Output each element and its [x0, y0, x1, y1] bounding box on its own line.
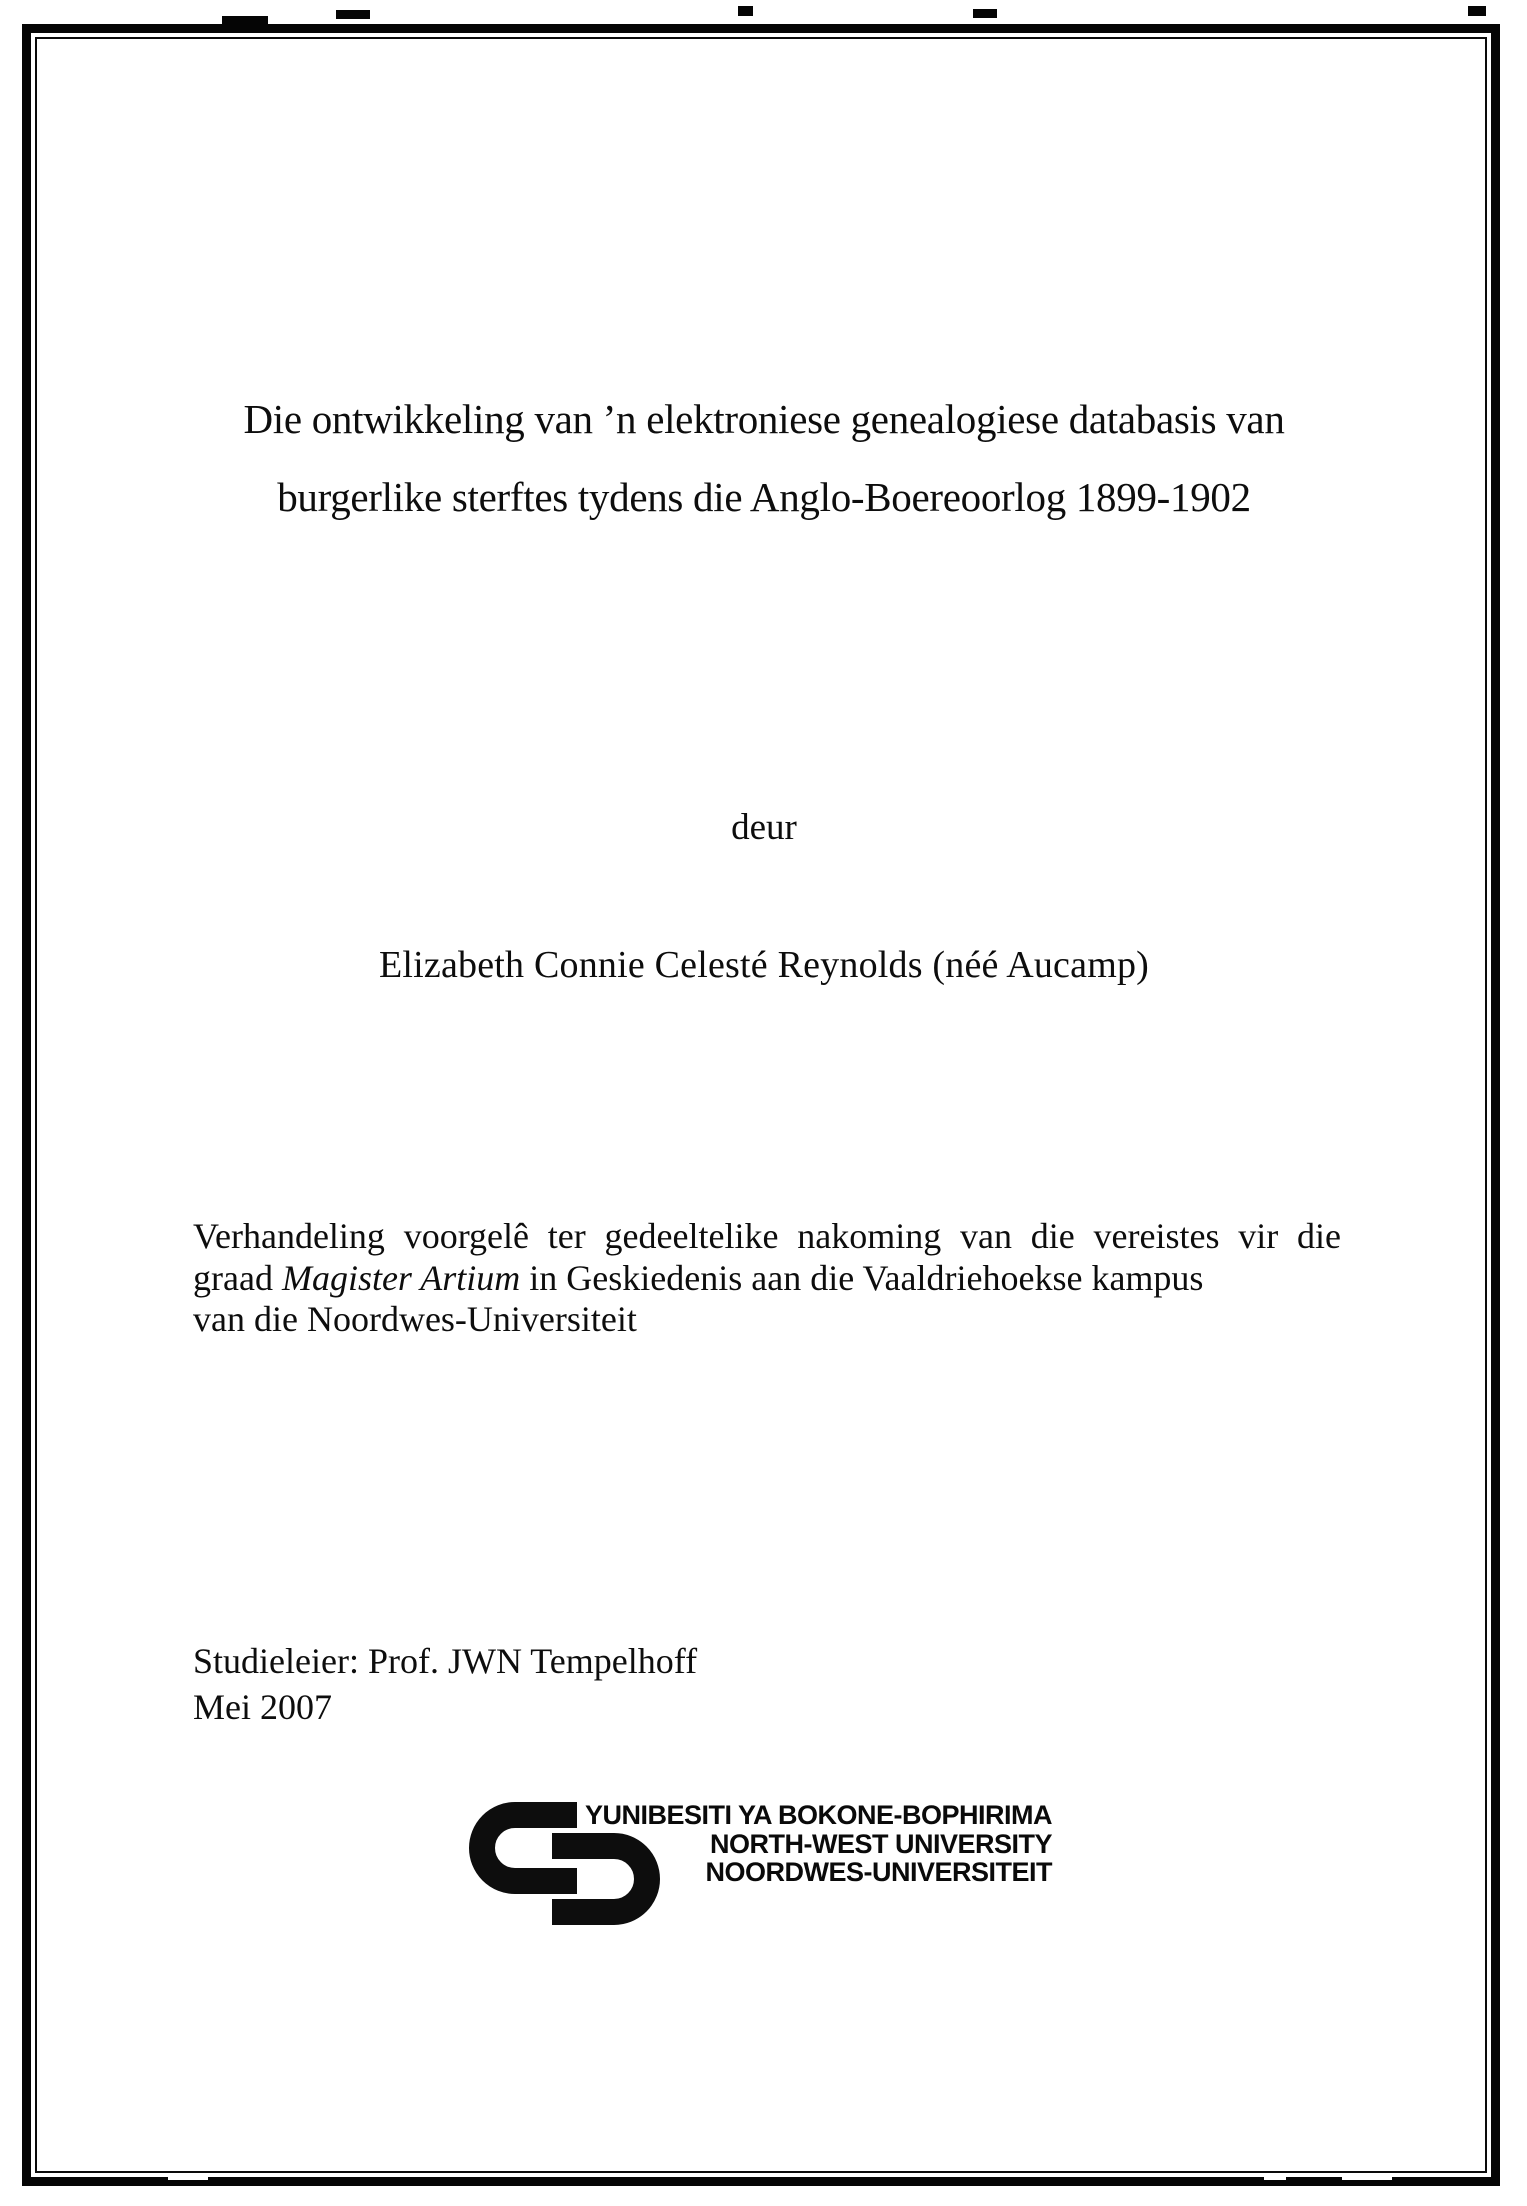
degree-name-italic: Magister Artium — [281, 1257, 521, 1298]
scan-artifact — [1342, 2174, 1392, 2180]
statement-line-2-pre: graad — [193, 1257, 282, 1298]
logo-text-line-3: NOORDWES-UNIVERSITEIT — [705, 1857, 1052, 1888]
scan-artifact — [168, 2174, 208, 2180]
statement-line-2 — [193, 1258, 1341, 1300]
scan-artifact — [336, 10, 370, 19]
supervisor-line: Studieleier: Prof. JWN Tempelhoff — [193, 1641, 698, 1681]
scan-artifact — [1264, 2174, 1286, 2180]
degree-statement — [193, 1216, 1341, 1341]
byline-label: deur — [731, 807, 797, 848]
statement-line-3: van die Noordwes-Universiteit — [193, 1299, 637, 1339]
logo-text-line-2: NORTH-WEST UNIVERSITY — [709, 1828, 1052, 1859]
title-line-1: Die ontwikkeling van ’n elektroniese genealogiese databasis van — [243, 396, 1285, 442]
scan-artifact — [222, 16, 268, 24]
scan-artifact — [738, 6, 753, 16]
statement-line-2-post: in Geskiedenis aan die Vaaldriehoekse kampus — [520, 1257, 1204, 1298]
date-line: Mei 2007 — [193, 1687, 332, 1727]
logo-text-line-1: YUNIBESITI YA BOKONE-BOPHIRIMA — [584, 1800, 1052, 1830]
scan-artifact — [1468, 6, 1486, 16]
supervisor-block — [193, 1638, 1093, 1730]
scan-artifact — [973, 9, 997, 18]
thesis-title — [188, 380, 1340, 536]
statement-line-1: Verhandeling voorgelê ter gedeeltelike nakoming van die vereistes vir die — [193, 1216, 1341, 1256]
title-line-2: burgerlike sterftes tydens die Anglo-Boereoorlog 1899-1902 — [277, 474, 1251, 520]
nwu-logo-wordmark — [552, 1801, 1052, 1887]
author-name: Elizabeth Connie Celesté Reynolds (néé Aucamp) — [378, 944, 1150, 986]
